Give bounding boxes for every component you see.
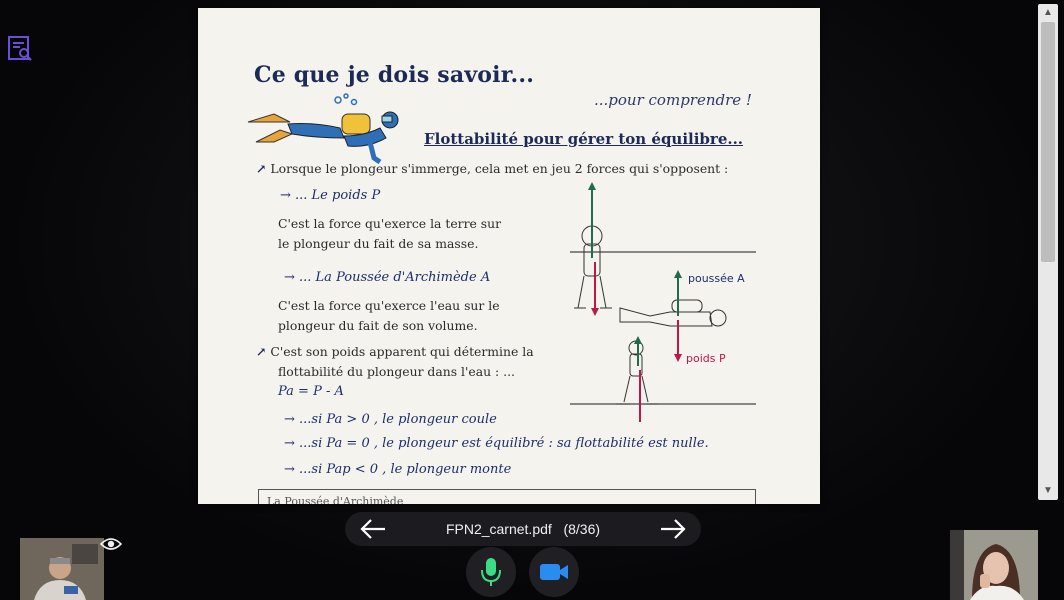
label-poussee: poussée A bbox=[688, 272, 745, 285]
archimedes-box bbox=[258, 489, 756, 504]
force1-text-line1: C'est la force qu'exerce la terre sur bbox=[278, 216, 502, 231]
next-page-button[interactable] bbox=[657, 515, 689, 543]
forces-diagram bbox=[560, 180, 760, 422]
participant-avatar bbox=[20, 538, 104, 600]
document-search-icon[interactable] bbox=[6, 34, 36, 64]
formula: Pa = P - A bbox=[278, 384, 344, 399]
video-camera-icon bbox=[539, 562, 569, 582]
case-rises: → ...si Pap < 0 , le plongeur monte bbox=[284, 462, 512, 477]
case-balanced: → ...si Pa = 0 , le plongeur est équilibré : sa flottabilité est nulle. bbox=[284, 436, 709, 451]
camera-button[interactable] bbox=[529, 547, 579, 597]
pdf-filename: FPN2_carnet.pdf bbox=[445, 521, 552, 537]
intro-text-content: Lorsque le plongeur s'immerge, cela met en jeu 2 forces qui s'opposent : bbox=[270, 161, 729, 176]
remote-participant-avatar bbox=[950, 530, 1038, 600]
bullet-arrow-icon: ↗ bbox=[256, 344, 267, 359]
apparent-weight-line1 bbox=[256, 342, 534, 361]
archimedes-box-title: La Poussée d'Archimède bbox=[267, 495, 404, 504]
force1-text-line2: le plongeur du fait de sa masse. bbox=[278, 236, 479, 251]
page-subheading: ...pour comprendre ! bbox=[594, 91, 752, 109]
self-video-thumbnail[interactable] bbox=[20, 538, 104, 600]
apparent-weight-line1-content: C'est son poids apparent qui détermine la bbox=[270, 344, 534, 359]
intro-text bbox=[256, 159, 728, 178]
case-sinks: → ...si Pa > 0 , le plongeur coule bbox=[284, 412, 497, 427]
microphone-button[interactable] bbox=[466, 547, 516, 597]
scroll-down-icon[interactable]: ▼ bbox=[1043, 485, 1053, 496]
diver-horizontal-figure bbox=[620, 300, 726, 326]
bullet-arrow-icon: ↗ bbox=[256, 161, 267, 176]
remote-video-thumbnail[interactable] bbox=[950, 530, 1038, 600]
arrow-right-icon bbox=[659, 518, 687, 540]
eye-icon[interactable] bbox=[100, 536, 122, 552]
scroll-thumb[interactable] bbox=[1041, 22, 1055, 262]
vertical-scrollbar[interactable] bbox=[1038, 4, 1058, 500]
arrow-left-icon bbox=[359, 518, 387, 540]
previous-page-button[interactable] bbox=[357, 515, 389, 543]
force2-text-line2: plongeur du fait de son volume. bbox=[278, 318, 478, 333]
force2-label: → ... La Poussée d'Archimède A bbox=[284, 270, 491, 285]
scroll-up-icon[interactable]: ▲ bbox=[1043, 7, 1053, 18]
page-counter: (8/36) bbox=[563, 521, 601, 537]
apparent-weight-line2: flottabilité du plongeur dans l'eau : ... bbox=[278, 364, 515, 379]
page-navigator bbox=[345, 512, 701, 546]
section-title: Flottabilité pour gérer ton équilibre... bbox=[424, 130, 744, 148]
microphone-icon bbox=[480, 557, 502, 587]
pager-info bbox=[446, 521, 600, 537]
page-heading: Ce que je dois savoir... bbox=[254, 62, 535, 88]
label-poids: poids P bbox=[686, 352, 726, 365]
force2-text-line1: C'est la force qu'exerce l'eau sur le bbox=[278, 298, 500, 313]
pdf-page bbox=[198, 8, 820, 504]
force1-label: → ... Le poids P bbox=[280, 188, 381, 203]
